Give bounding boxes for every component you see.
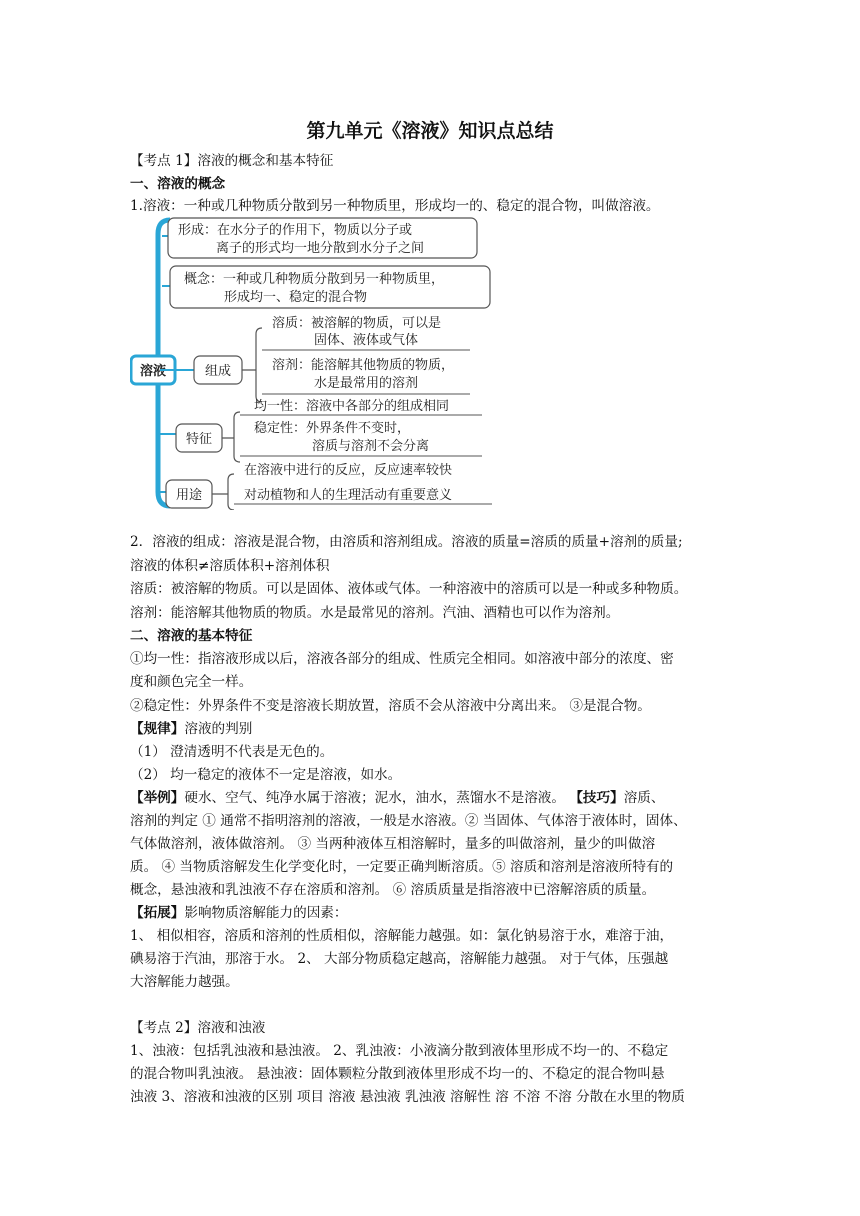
example-line	[130, 789, 664, 807]
uniformity-text-1: ①均一性：指溶液形成以后，溶液各部分的组成、性质完全相同。如溶液中部分的浓度、密	[130, 651, 674, 667]
extension-label: 【拓展】	[130, 905, 185, 921]
uniform-text: 均一性：溶液中各部分的组成相同	[254, 399, 450, 414]
solution-definition: 1.溶液：一种或几种物质分散到另一种物质里，形成均一的、稳定的混合物，叫做溶液。	[130, 198, 660, 214]
kp1-bracket: 【考点 1】	[130, 153, 198, 169]
composition-label: 组成	[204, 364, 232, 379]
solute-line-1: 溶质：被溶解的物质，可以是	[272, 316, 442, 331]
kp1-heading-text: 溶液的概念和基本特征	[197, 153, 334, 169]
feature-label: 特征	[185, 432, 213, 447]
tip-text-2: 气体做溶剂，液体做溶剂。 ③ 当两种液体互相溶解时，量多的叫做溶剂，量少的叫做溶	[130, 836, 656, 852]
usage-line-1: 在溶液中进行的反应，反应速率较快	[244, 463, 453, 478]
stability-text: ②稳定性：外界条件不变是溶液长期放置，溶质不会从溶液中分离出来。 ③是混合物。	[130, 698, 651, 714]
kp2-bracket: 【考点 2】	[130, 1020, 198, 1036]
formation-line-2: 离子的形式均一地分散到水分子之间	[216, 241, 425, 256]
solution-mind-map	[130, 216, 492, 510]
usage-label: 用途	[175, 488, 203, 503]
tip-text: 溶质、	[623, 790, 665, 806]
tip-label: 【技巧】	[569, 790, 624, 806]
solute-line-2: 固体、液体或气体	[314, 333, 419, 348]
rule-item-1: （1） 澄清透明不代表是无色的。	[130, 744, 334, 760]
solvent-text: 溶剂：能溶解其他物质的物质。水是最常见的溶剂。汽油、酒精也可以作为溶剂。	[130, 605, 620, 621]
formation-line-1: 形成：在水分子的作用下，物质以分子或	[178, 223, 413, 238]
rule-text: 溶液的判别	[184, 721, 253, 737]
concept-line-1: 概念：一种或几种物质分散到另一种物质里，	[184, 272, 445, 287]
kp2-text-3: 浊液 3、溶液和浊液的区别 项目 溶液 悬浊液 乳浊液 溶解性 溶 不溶 不溶 分散在水里的物质	[130, 1089, 685, 1105]
solute-text: 溶质：被溶解的物质。可以是固体、液体或气体。一种溶液中的溶质可以是一种或多种物质。	[130, 581, 688, 597]
section-heading-features: 二、溶液的基本特征	[130, 628, 253, 644]
rule-heading	[130, 720, 252, 738]
usage-line-2: 对动植物和人的生理活动有重要意义	[244, 488, 453, 503]
extension-heading	[130, 904, 348, 922]
rule-label: 【规律】	[130, 721, 185, 737]
uniformity-text-2: 度和颜色完全一样。	[130, 674, 253, 690]
tip-text-3: 质。 ④ 当物质溶解发生化学变化时，一定要正确判断溶质。⑤ 溶质和溶剂是溶液所特有的	[130, 859, 674, 875]
extension-text-2: 碘易溶于汽油，那溶于水。 2、 大部分物质稳定越高，溶解能力越强。 对于气体，压强越	[130, 951, 669, 967]
example-text: 硬水、空气、纯净水属于溶液；泥水，油水，蒸馏水不是溶液。	[184, 790, 565, 806]
center-node-label: 溶液	[139, 364, 167, 379]
kp1-heading	[130, 152, 333, 170]
kp2-heading	[130, 1019, 265, 1037]
composition-text-1: 2．溶液的组成：溶液是混合物，由溶质和溶剂组成。溶液的质量=溶质的质量+溶剂的质量;	[130, 534, 683, 550]
page-title: 第九单元《溶液》知识点总结	[306, 120, 554, 142]
extension-text: 影响物质溶解能力的因素：	[184, 905, 348, 921]
example-label: 【举例】	[130, 790, 185, 806]
kp2-text-1: 1、浊液：包括乳浊液和悬浊液。 2、乳浊液：小液滴分散到液体里形成不均一的、不稳定	[130, 1043, 669, 1059]
rule-item-2: （2） 均一稳定的液体不一定是溶液，如水。	[130, 767, 402, 783]
usage-bracket	[212, 474, 234, 510]
tip-text-1: 溶剂的判定 ① 通常不指明溶剂的溶液，一般是水溶液。② 当固体、气体溶于液体时，固体、	[130, 813, 687, 829]
feature-bracket	[222, 412, 240, 462]
concept-line-2: 形成均一、稳定的混合物	[224, 290, 368, 305]
composition-bracket	[242, 328, 262, 402]
kp2-heading-text: 溶液和浊液	[197, 1020, 266, 1036]
extension-text-3: 大溶解能力越强。	[130, 974, 239, 990]
tip-text-4: 概念，悬浊液和乳浊液不存在溶质和溶剂。 ⑥ 溶质质量是指溶液中已溶解溶质的质量。	[130, 882, 656, 898]
solvent-line-2: 水是最常用的溶剂	[314, 376, 419, 391]
section-heading-concept: 一、溶液的概念	[130, 176, 226, 192]
kp2-text-2: 的混合物叫乳浊液。 悬浊液：固体颗粒分散到液体里形成不均一的、不稳定的混合物叫悬	[130, 1066, 665, 1082]
extension-text-1: 1、 相似相容，溶质和溶剂的性质相似，溶解能力越强。如：氯化钠易溶于水，难溶于油，	[130, 928, 674, 944]
stable-line-2: 溶质与溶剂不会分离	[312, 439, 430, 454]
solvent-line-1: 溶剂：能溶解其他物质的物质，	[272, 358, 455, 373]
stable-line-1: 稳定性：外界条件不变时，	[254, 421, 411, 436]
composition-text-2: 溶液的体积≠溶质体积+溶剂体积	[130, 558, 330, 574]
